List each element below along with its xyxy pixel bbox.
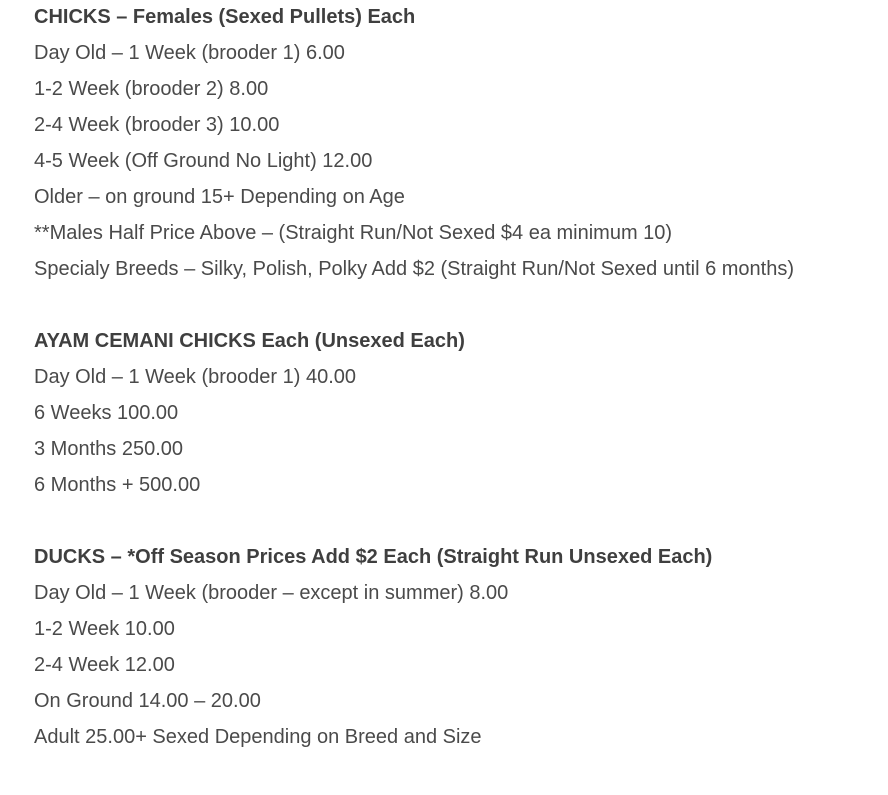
list-item: On Ground 14.00 – 20.00 xyxy=(34,690,261,712)
list-item: Specialy Breeds – Silky, Polish, Polky Add $2 (Straight Run/Not Sexed until 6 months) xyxy=(34,258,795,280)
list-item: Older – on ground 15+ Depending on Age xyxy=(34,186,405,208)
ayam-cemani-price-list xyxy=(34,359,888,503)
list-item: 1-2 Week (brooder 2) 8.00 xyxy=(34,78,269,100)
chicks-price-list xyxy=(34,35,888,287)
list-item: 6 Weeks 100.00 xyxy=(34,402,179,424)
ducks-section xyxy=(34,539,888,755)
list-item: 2-4 Week 12.00 xyxy=(34,654,175,676)
list-item: Day Old – 1 Week (brooder 1) 6.00 xyxy=(34,42,345,64)
list-item: Adult 25.00+ Sexed Depending on Breed and Size xyxy=(34,726,482,748)
ayam-cemani-section-title: AYAM CEMANI CHICKS Each (Unsexed Each) xyxy=(34,330,465,352)
chicks-section-title: CHICKS – Females (Sexed Pullets) Each xyxy=(34,6,416,28)
list-item: 3 Months 250.00 xyxy=(34,438,183,460)
list-item: **Males Half Price Above – (Straight Run/Not Sexed $4 ea minimum 10) xyxy=(34,222,673,244)
ducks-price-list xyxy=(34,575,888,755)
list-item: 4-5 Week (Off Ground No Light) 12.00 xyxy=(34,150,373,172)
ayam-cemani-section xyxy=(34,323,888,503)
ducks-section-title: DUCKS – *Off Season Prices Add $2 Each (Straight Run Unsexed Each) xyxy=(34,546,713,568)
chicks-section xyxy=(34,0,888,287)
list-item: 1-2 Week 10.00 xyxy=(34,618,175,640)
list-item: 2-4 Week (brooder 3) 10.00 xyxy=(34,114,280,136)
list-item: Day Old – 1 Week (brooder – except in summer) 8.00 xyxy=(34,582,509,604)
list-item: 6 Months + 500.00 xyxy=(34,474,201,496)
list-item: Day Old – 1 Week (brooder 1) 40.00 xyxy=(34,366,357,388)
